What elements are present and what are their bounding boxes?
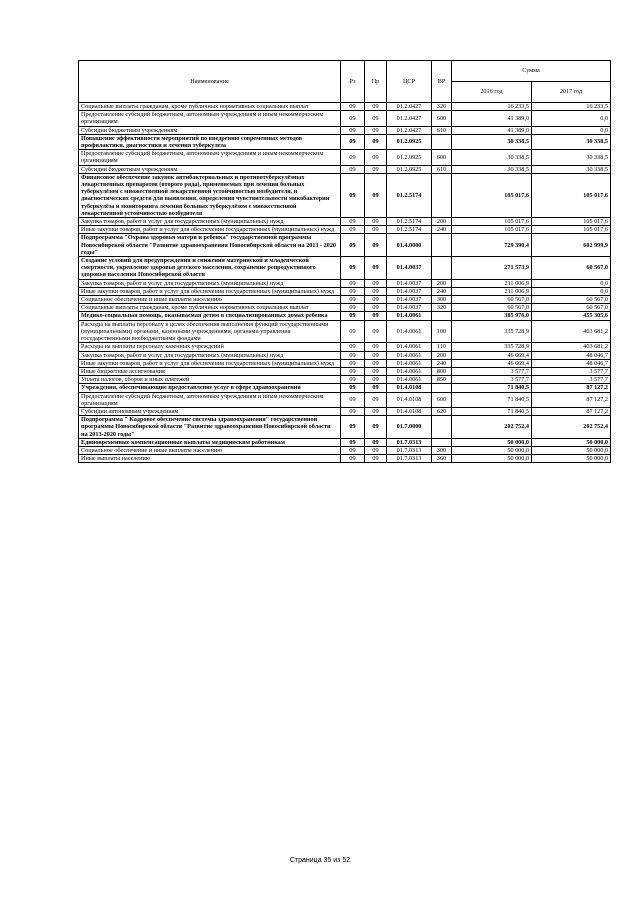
header-rz: Рз (341, 61, 365, 103)
cell-v2016: 335 728,9 (452, 343, 532, 351)
cell-name: Закупка товаров, работ и услуг для государственных (муниципальных) нужд (79, 279, 341, 287)
cell-vr: 600 (432, 150, 452, 165)
cell-v2016: 105 017,6 (452, 226, 532, 234)
cell-csr: 01.4.0037 (387, 279, 432, 287)
cell-csr: 01.2.0427 (387, 126, 432, 134)
cell-v2016: 271 573,9 (452, 257, 532, 280)
cell-v2016: 335 728,9 (452, 320, 532, 343)
table-row (79, 218, 611, 226)
header-name: Наименование (79, 61, 341, 103)
cell-rz: 09 (341, 218, 365, 226)
cell-rz: 09 (341, 446, 365, 454)
cell-pr: 09 (365, 111, 387, 126)
table-row (79, 367, 611, 375)
cell-vr: 850 (432, 376, 452, 384)
cell-v2017: 3 577,7 (532, 367, 611, 375)
cell-csr: 01.4.0061 (387, 320, 432, 343)
cell-csr: 01.2.0427 (387, 111, 432, 126)
cell-rz: 09 (341, 351, 365, 359)
cell-v2017: 105 017,6 (532, 226, 611, 234)
cell-name: Субсидии бюджетным учреждениям (79, 165, 341, 173)
table-row (79, 226, 611, 234)
cell-pr: 09 (365, 304, 387, 312)
table-row (79, 287, 611, 295)
cell-name: Социальные выплаты гражданам, кроме публичных нормативных социальных выплат (79, 103, 341, 111)
table-row (79, 438, 611, 446)
cell-v2017: 50 000,0 (532, 455, 611, 463)
cell-v2017: 0,0 (532, 279, 611, 287)
cell-rz: 09 (341, 165, 365, 173)
cell-csr: 01.2.5174 (387, 173, 432, 217)
cell-rz: 09 (341, 407, 365, 415)
cell-name: Подпрограмма " Кадровое обеспечение системы здравоохранения" государственной программы Новосибирской области "Развитие здравоохранения Новосибирской области на 2013-2020 годы" (79, 416, 341, 439)
cell-csr: 01.4.0108 (387, 392, 432, 407)
cell-rz: 09 (341, 103, 365, 111)
cell-vr: 800 (432, 367, 452, 375)
cell-vr: 200 (432, 351, 452, 359)
cell-v2016: 71 840,5 (452, 384, 532, 392)
cell-name: Медико-социальная помощь, оказываемая детям в специализированных домах ребенка (79, 312, 341, 320)
cell-rz: 09 (341, 234, 365, 257)
cell-pr: 09 (365, 384, 387, 392)
table-row (79, 257, 611, 280)
cell-pr: 09 (365, 126, 387, 134)
header-vr: ВР (432, 61, 452, 103)
cell-vr: 610 (432, 126, 452, 134)
cell-v2016: 30 338,5 (452, 150, 532, 165)
table-row (79, 279, 611, 287)
cell-v2017: 50 000,0 (532, 446, 611, 454)
cell-csr: 01.4.0061 (387, 312, 432, 320)
cell-name: Субсидии бюджетным учреждениям (79, 126, 341, 134)
header-pr: Пр (365, 61, 387, 103)
cell-csr: 01.2.0427 (387, 103, 432, 111)
cell-pr: 09 (365, 165, 387, 173)
cell-csr: 01.2.0925 (387, 165, 432, 173)
cell-vr: 300 (432, 296, 452, 304)
cell-v2016: 50 000,0 (452, 455, 532, 463)
cell-name: Расходы на выплаты персоналу в целях обеспечения выполнения функций государственными (муниципальными) органами, казенными учреждениями, органами управления государственными внебюджетными фондами (79, 320, 341, 343)
cell-csr: 01.4.0061 (387, 367, 432, 375)
cell-v2016: 30 338,5 (452, 165, 532, 173)
cell-rz: 09 (341, 296, 365, 304)
cell-rz: 09 (341, 343, 365, 351)
cell-rz: 09 (341, 226, 365, 234)
cell-vr: 320 (432, 304, 452, 312)
budget-table (78, 60, 611, 463)
cell-v2016: 60 567,0 (452, 304, 532, 312)
cell-csr: 01.7.0313 (387, 446, 432, 454)
cell-v2017: 0,0 (532, 287, 611, 295)
cell-vr: 300 (432, 446, 452, 454)
cell-vr: 110 (432, 343, 452, 351)
cell-csr: 01.2.0925 (387, 134, 432, 149)
table-row (79, 165, 611, 173)
cell-v2017: 105 017,6 (532, 218, 611, 226)
cell-v2016: 3 577,7 (452, 367, 532, 375)
cell-v2017: 202 752,4 (532, 416, 611, 439)
cell-vr: 240 (432, 359, 452, 367)
cell-v2016: 71 840,5 (452, 407, 532, 415)
cell-csr: 01.4.0061 (387, 376, 432, 384)
cell-vr: 200 (432, 218, 452, 226)
cell-name: Повышение эффективности мероприятий по внедрению современных методов профилактики, диагностики и лечения туберкулеза (79, 134, 341, 149)
cell-v2016: 41 389,0 (452, 126, 532, 134)
table-row (79, 343, 611, 351)
table-row (79, 416, 611, 439)
cell-vr: 600 (432, 111, 452, 126)
cell-name: Иные закупки товаров, работ и услуг для обеспечения государственных (муниципальных) нужд (79, 287, 341, 295)
cell-name: Расходы на выплаты персоналу казенных учреждений (79, 343, 341, 351)
cell-vr: 610 (432, 165, 452, 173)
table-row (79, 234, 611, 257)
cell-rz: 09 (341, 359, 365, 367)
cell-rz: 09 (341, 279, 365, 287)
cell-v2017: 30 338,5 (532, 150, 611, 165)
cell-v2017: 87 127,2 (532, 384, 611, 392)
cell-rz: 09 (341, 126, 365, 134)
cell-name: Социальное обеспечение и иные выплаты населению (79, 296, 341, 304)
cell-pr: 09 (365, 438, 387, 446)
cell-name: Единовременные компенсационные выплаты медицинским работникам (79, 438, 341, 446)
cell-name: Иные закупки товаров, работ и услуг для обеспечения государственных (муниципальных) нужд (79, 359, 341, 367)
cell-v2017: 602 999,9 (532, 234, 611, 257)
cell-v2016: 16 233,5 (452, 103, 532, 111)
cell-csr: 01.7.0313 (387, 438, 432, 446)
page-footer: Страница 35 из 52 (289, 857, 351, 864)
cell-rz: 09 (341, 392, 365, 407)
cell-name: Предоставление субсидий бюджетным, автономным учреждениям и иным некоммерческим организациям (79, 392, 341, 407)
cell-v2017: 87 127,2 (532, 407, 611, 415)
cell-vr (432, 312, 452, 320)
cell-pr: 09 (365, 351, 387, 359)
cell-name: Предоставление субсидий бюджетным, автономным учреждениям и иным некоммерческим организациям (79, 111, 341, 126)
cell-rz: 09 (341, 367, 365, 375)
cell-vr (432, 234, 452, 257)
cell-v2016: 202 752,4 (452, 416, 532, 439)
cell-name: Предоставление субсидий бюджетным, автономным учреждениям и иным некоммерческим организациям (79, 150, 341, 165)
header-sum: Сумма (452, 61, 611, 82)
cell-csr: 01.4.0037 (387, 304, 432, 312)
cell-csr: 01.4.0108 (387, 384, 432, 392)
cell-v2017: 60 567,0 (532, 304, 611, 312)
table-row (79, 351, 611, 359)
cell-csr: 01.4.0061 (387, 343, 432, 351)
cell-pr: 09 (365, 296, 387, 304)
cell-vr: 100 (432, 320, 452, 343)
cell-pr: 09 (365, 312, 387, 320)
cell-pr: 09 (365, 279, 387, 287)
table-row (79, 312, 611, 320)
table-row (79, 376, 611, 384)
cell-name: Социальное обеспечение и иные выплаты населению (79, 446, 341, 454)
cell-vr: 320 (432, 103, 452, 111)
cell-vr (432, 173, 452, 217)
cell-csr: 01.2.5174 (387, 226, 432, 234)
cell-vr: 620 (432, 407, 452, 415)
cell-csr: 01.4.0037 (387, 296, 432, 304)
cell-rz: 09 (341, 150, 365, 165)
cell-rz: 09 (341, 134, 365, 149)
cell-name: Иные закупки товаров, работ и услуг для обеспечения государственных (муниципальных) нужд (79, 226, 341, 234)
cell-name: Закупка товаров, работ и услуг для государственных (муниципальных) нужд (79, 351, 341, 359)
cell-pr: 09 (365, 416, 387, 439)
cell-pr: 09 (365, 392, 387, 407)
cell-rz: 09 (341, 376, 365, 384)
cell-csr: 01.4.0108 (387, 407, 432, 415)
table-row (79, 320, 611, 343)
cell-csr: 01.2.0925 (387, 150, 432, 165)
cell-v2017: 30 338,5 (532, 165, 611, 173)
cell-rz: 09 (341, 173, 365, 217)
cell-rz: 09 (341, 257, 365, 280)
cell-v2017: 3 577,7 (532, 376, 611, 384)
cell-name: Уплата налогов, сборов и иных платежей (79, 376, 341, 384)
cell-pr: 09 (365, 320, 387, 343)
cell-rz: 09 (341, 416, 365, 439)
table-row (79, 455, 611, 463)
table-row (79, 103, 611, 111)
cell-rz: 09 (341, 438, 365, 446)
cell-pr: 09 (365, 446, 387, 454)
cell-pr: 09 (365, 376, 387, 384)
cell-v2017: 16 233,5 (532, 103, 611, 111)
cell-pr: 09 (365, 234, 387, 257)
cell-v2017: 403 681,2 (532, 343, 611, 351)
cell-pr: 09 (365, 455, 387, 463)
cell-v2017: 48 046,7 (532, 351, 611, 359)
cell-vr (432, 134, 452, 149)
cell-rz: 09 (341, 320, 365, 343)
cell-pr: 09 (365, 367, 387, 375)
cell-v2016: 105 017,6 (452, 173, 532, 217)
table-row (79, 111, 611, 126)
cell-name: Иные бюджетные ассигнования (79, 367, 341, 375)
cell-name: Учреждения, обеспечивающие предоставление услуг в сфере здравоохранения (79, 384, 341, 392)
cell-v2016: 211 006,9 (452, 279, 532, 287)
cell-vr: 240 (432, 226, 452, 234)
cell-v2016: 50 000,0 (452, 438, 532, 446)
cell-rz: 09 (341, 111, 365, 126)
cell-csr: 01.4.0037 (387, 287, 432, 295)
cell-name: Субсидии автономным учреждениям (79, 407, 341, 415)
cell-name: Социальные выплаты гражданам, кроме публичных нормативных социальных выплат (79, 304, 341, 312)
cell-name: Подпрограмма "Охрана здоровья матери и ребенка" государственной программы Новосибирской области "Развитие здравоохранения Новосибирской области на 2013 - 2020 годы" (79, 234, 341, 257)
table-row (79, 173, 611, 217)
table-row (79, 150, 611, 165)
cell-v2016: 46 669,4 (452, 351, 532, 359)
cell-pr: 09 (365, 287, 387, 295)
cell-v2016: 30 338,5 (452, 134, 532, 149)
table-row (79, 126, 611, 134)
table-row (79, 407, 611, 415)
cell-pr: 09 (365, 103, 387, 111)
cell-v2016: 46 669,4 (452, 359, 532, 367)
cell-csr: 01.4.0061 (387, 351, 432, 359)
cell-v2016: 3 577,7 (452, 376, 532, 384)
cell-v2016: 50 000,0 (452, 446, 532, 454)
table-row (79, 392, 611, 407)
cell-v2017: 455 305,6 (532, 312, 611, 320)
table-row (79, 446, 611, 454)
cell-vr (432, 438, 452, 446)
cell-v2017: 60 567,0 (532, 257, 611, 280)
cell-rz: 09 (341, 312, 365, 320)
cell-csr: 01.4.0000 (387, 234, 432, 257)
cell-vr: 200 (432, 279, 452, 287)
header-csr: ЦСР (387, 61, 432, 103)
cell-pr: 09 (365, 134, 387, 149)
cell-pr: 09 (365, 343, 387, 351)
cell-v2016: 71 840,5 (452, 392, 532, 407)
cell-vr: 600 (432, 392, 452, 407)
cell-v2017: 50 000,0 (532, 438, 611, 446)
cell-v2017: 48 046,7 (532, 359, 611, 367)
cell-v2017: 105 017,6 (532, 173, 611, 217)
cell-name: Иные выплаты населению (79, 455, 341, 463)
cell-vr: 240 (432, 287, 452, 295)
cell-rz: 09 (341, 304, 365, 312)
cell-v2016: 105 017,6 (452, 218, 532, 226)
cell-pr: 09 (365, 226, 387, 234)
header-2017: 2017 год (532, 82, 611, 103)
cell-vr (432, 257, 452, 280)
cell-csr: 01.4.0037 (387, 257, 432, 280)
cell-v2016: 60 567,0 (452, 296, 532, 304)
cell-csr: 01.2.5174 (387, 218, 432, 226)
table-row (79, 304, 611, 312)
cell-v2016: 41 389,0 (452, 111, 532, 126)
cell-pr: 09 (365, 150, 387, 165)
cell-pr: 09 (365, 359, 387, 367)
cell-pr: 09 (365, 173, 387, 217)
table-row (79, 359, 611, 367)
table-row (79, 134, 611, 149)
cell-v2017: 60 567,0 (532, 296, 611, 304)
cell-v2016: 385 976,0 (452, 312, 532, 320)
cell-v2017: 87 127,2 (532, 392, 611, 407)
cell-pr: 09 (365, 218, 387, 226)
cell-name: Финансовое обеспечение закупок антибактериальных и противотуберкулёзных лекарственных препаратов (второго ряда), применяемых при лечении больных туберкулёзом с множественной лекарственной устойчивостью возбудителя, и диагностических средств для выявления, определения чувствительности микобактерии туберкулёза и мониторинга лечения больных туберкулёзом с множественной лекарственной устойчивостью возбудителя (79, 173, 341, 217)
cell-v2017: 30 338,5 (532, 134, 611, 149)
header-2016: 2016 год (452, 82, 532, 103)
cell-rz: 09 (341, 287, 365, 295)
cell-vr: 360 (432, 455, 452, 463)
cell-v2017: 403 681,2 (532, 320, 611, 343)
table-row (79, 384, 611, 392)
cell-v2017: 0,0 (532, 126, 611, 134)
cell-csr: 01.7.0000 (387, 416, 432, 439)
cell-pr: 09 (365, 407, 387, 415)
cell-v2016: 729 390,4 (452, 234, 532, 257)
cell-name: Создание условий для предупреждения и снижения материнской и младенческой смертности, укрепление здоровья детского населения, сохранение репродуктивного здоровья населения Новосибирской области (79, 257, 341, 280)
cell-rz: 09 (341, 384, 365, 392)
cell-csr: 01.7.0313 (387, 455, 432, 463)
cell-vr (432, 384, 452, 392)
cell-name: Закупка товаров, работ и услуг для государственных (муниципальных) нужд (79, 218, 341, 226)
table-body (79, 103, 611, 463)
cell-csr: 01.4.0061 (387, 359, 432, 367)
table-row (79, 296, 611, 304)
cell-v2017: 0,0 (532, 111, 611, 126)
cell-rz: 09 (341, 455, 365, 463)
cell-v2016: 211 006,9 (452, 287, 532, 295)
cell-pr: 09 (365, 257, 387, 280)
cell-vr (432, 416, 452, 439)
